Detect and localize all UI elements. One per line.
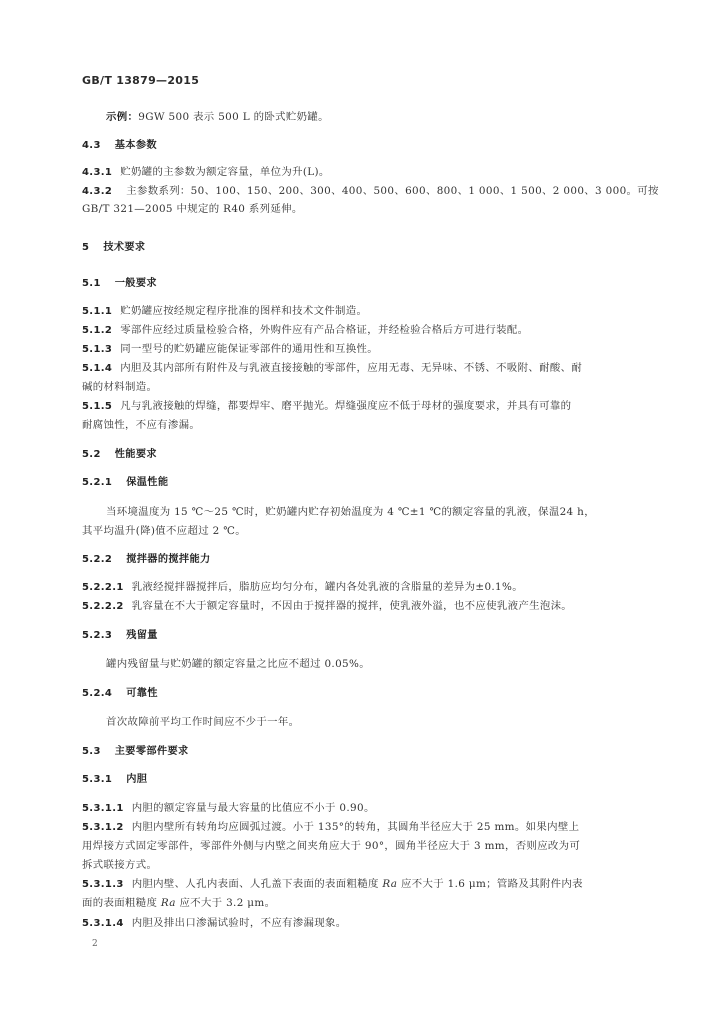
section-number: 4.3 <box>82 140 101 151</box>
clause-text: 内胆的额定容量与最大容量的比值应不小于 0.90。 <box>131 802 375 814</box>
example-line <box>82 110 668 124</box>
section-number: 5.1 <box>82 278 101 289</box>
clause-text: 贮奶罐的主参数为额定容量，单位为升(L)。 <box>120 166 330 178</box>
clause-text: 乳容量在不大于额定容量时，不因由于搅拌器的搅拌，使乳液外溢，也不应使乳液产生泡沫。 <box>131 600 573 612</box>
clause-5-2-4-body: 首次故障前平均工作时间应不少于一年。 <box>106 716 300 728</box>
clause-5-1-3 <box>82 342 644 357</box>
clause-5-3-1-4 <box>82 916 644 931</box>
clause-5-3-1-1 <box>82 801 644 816</box>
clause-text: 应不大于 1.6 μm；管路及其附件内表 <box>397 878 583 890</box>
clause-4-3-2-continued: GB/T 321—2005 中规定的 R40 系列延伸。 <box>82 203 303 215</box>
section-title: 性能要求 <box>114 449 157 460</box>
section-title: 一般要求 <box>114 278 157 289</box>
clause-number: 5.1.4 <box>82 363 113 374</box>
clause-5-1-4-continued: 碱的材料制造。 <box>82 381 158 393</box>
section-5-2-heading <box>82 447 644 462</box>
clause-number: 5.1.1 <box>82 306 113 317</box>
clause-number: 5.2.2 <box>82 554 113 565</box>
clause-number: 5.2.1 <box>82 477 113 488</box>
clause-5-1-5 <box>82 399 644 414</box>
clause-5-1-2 <box>82 323 644 338</box>
clause-number: 5.3.1 <box>82 774 113 785</box>
clause-text: 面的表面粗糙度 <box>82 897 161 909</box>
clause-title: 保温性能 <box>126 477 169 488</box>
clause-text: 内胆内壁、人孔内表面、人孔盖下表面的表面粗糙度 <box>131 878 383 890</box>
clause-5-3-1-3-continued <box>82 896 644 910</box>
clause-5-2-3-body: 罐内残留量与贮奶罐的额定容量之比应不超过 0.05%。 <box>106 658 370 670</box>
clause-text: 内胆内壁所有转角均应圆弧过渡。小于 135°的转角，其圆角半径应大于 25 mm。如果内壁上 <box>131 821 580 833</box>
clause-title: 内胆 <box>126 774 148 785</box>
clause-text: 贮奶罐应按经规定程序批准的图样和技术文件制造。 <box>120 305 368 317</box>
section-title: 主要零部件要求 <box>114 746 189 757</box>
clause-number: 5.2.3 <box>82 630 113 641</box>
clause-5-2-3-heading <box>82 628 644 643</box>
clause-number: 5.3.1.3 <box>82 879 124 890</box>
section-number: 5.2 <box>82 449 101 460</box>
clause-5-2-1-heading <box>82 475 644 490</box>
clause-text: 同一型号的贮奶罐应能保证零部件的通用性和互换性。 <box>120 343 379 355</box>
clause-5-3-1-3 <box>82 877 644 892</box>
clause-text: 凡与乳液接触的焊缝，都要焊牢、磨平抛光。焊缝强度应不低于母材的强度要求，并具有可靠的 <box>120 400 572 412</box>
clause-5-2-4-heading <box>82 686 644 701</box>
section-number: 5 <box>82 242 90 253</box>
clause-5-3-1-2 <box>82 820 644 835</box>
section-5-heading <box>82 240 644 255</box>
clause-5-1-5-continued: 耐腐蚀性，不应有渗漏。 <box>82 419 201 431</box>
section-5-1-heading <box>82 276 644 291</box>
clause-number: 5.2.2.2 <box>82 601 124 612</box>
clause-5-3-1-heading <box>82 772 644 787</box>
clause-text: 乳液经搅拌器搅拌后，脂肪应均匀分布，罐内各处乳液的含脂量的差异为±0.1%。 <box>131 581 523 593</box>
clause-5-2-1-body-continued: 其平均温升(降)值不应超过 2 ℃。 <box>82 525 246 537</box>
page-number: 2 <box>92 939 98 949</box>
clause-title: 可靠性 <box>126 688 158 699</box>
section-title: 技术要求 <box>103 242 146 253</box>
clause-text: 内胆及其内部所有附件及与乳液直接接触的零部件，应用无毒、无异味、不锈、不吸附、耐酸、耐 <box>120 362 583 374</box>
clause-text: 主参数系列：50、100、150、200、300、400、500、600、800、1 000、1 500、2 000、3 000。可按 <box>126 185 659 197</box>
example-text: 9GW 500 表示 500 L 的卧式贮奶罐。 <box>138 111 329 123</box>
clause-text: 应不大于 3.2 μm。 <box>175 897 276 909</box>
clause-number: 5.2.4 <box>82 688 113 699</box>
clause-5-2-2-2 <box>82 599 644 614</box>
section-number: 5.3 <box>82 746 101 757</box>
clause-title: 搅拌器的搅拌能力 <box>126 554 211 565</box>
clause-number: 5.1.2 <box>82 325 113 336</box>
section-4-3-heading <box>82 138 644 153</box>
example-label: 示例： <box>106 111 139 123</box>
roughness-symbol: Ra <box>160 897 176 909</box>
clause-4-3-1 <box>82 165 644 180</box>
section-title: 基本参数 <box>114 140 157 151</box>
clause-text: 内胆及排出口渗漏试验时，不应有渗漏现象。 <box>131 917 347 929</box>
clause-5-1-1 <box>82 304 644 319</box>
section-5-3-heading <box>82 744 644 759</box>
clause-number: 4.3.1 <box>82 167 113 178</box>
clause-5-1-4 <box>82 361 644 376</box>
clause-number: 5.1.3 <box>82 344 113 355</box>
clause-number: 5.3.1.1 <box>82 803 124 814</box>
clause-5-2-2-1 <box>82 580 644 595</box>
clause-number: 4.3.2 <box>82 186 113 197</box>
clause-title: 残留量 <box>126 630 158 641</box>
clause-5-2-2-heading <box>82 552 644 567</box>
clause-4-3-2 <box>82 184 659 199</box>
clause-number: 5.1.5 <box>82 401 113 412</box>
clause-5-3-1-2-continued-2: 拆式联接方式。 <box>82 859 158 871</box>
clause-number: 5.2.2.1 <box>82 582 124 593</box>
standard-code-header: GB/T 13879—2015 <box>82 74 200 87</box>
clause-5-3-1-2-continued: 用焊接方式固定零部件，零部件外侧与内壁之间夹角应大于 90°，圆角半径应大于 3 mm，否则应改为可 <box>82 840 581 852</box>
clause-text: 零部件应经过质量检验合格，外购件应有产品合格证，并经检验合格后方可进行装配。 <box>120 324 529 336</box>
roughness-symbol: Ra <box>382 878 398 890</box>
clause-number: 5.3.1.4 <box>82 918 124 929</box>
clause-number: 5.3.1.2 <box>82 822 124 833</box>
clause-5-2-1-body: 当环境温度为 15 ℃～25 ℃时，贮奶罐内贮存初始温度为 4 ℃±1 ℃的额定容量的乳液，保温24 h， <box>106 506 595 518</box>
